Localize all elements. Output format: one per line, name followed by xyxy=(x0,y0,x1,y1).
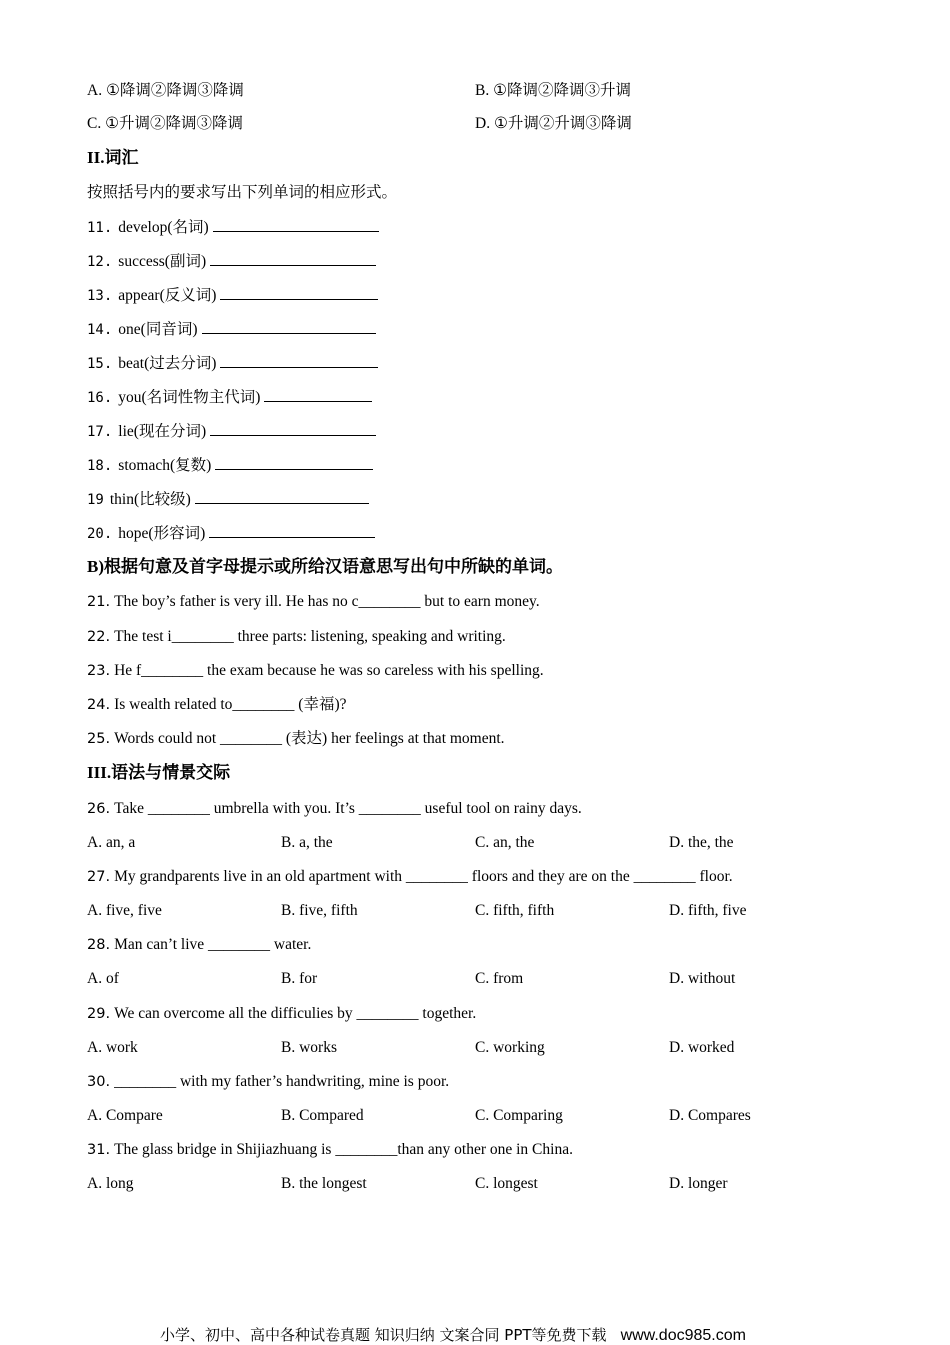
choice-b[interactable]: B. the longest xyxy=(281,1175,367,1192)
choice-b[interactable]: B. a, the xyxy=(281,834,333,851)
fill-item xyxy=(87,729,505,749)
answer-blank[interactable] xyxy=(210,420,376,436)
section-heading-grammar: III.语法与情景交际 xyxy=(87,763,231,782)
section-instruction: 按照括号内的要求写出下列单词的相应形式。 xyxy=(87,184,398,201)
vocab-item xyxy=(87,318,376,340)
question-text: ________ with my father’s handwriting, mine is poor. xyxy=(114,1073,450,1090)
item-number: 21. xyxy=(87,594,111,610)
answer-blank[interactable] xyxy=(202,318,376,334)
item-number: 18. xyxy=(87,458,113,474)
choice-a[interactable]: A. an, a xyxy=(87,834,136,851)
item-number: 11. xyxy=(87,220,113,236)
question-number: 27. xyxy=(87,869,111,885)
option-d: D. ①升调②升调③降调 xyxy=(475,115,632,132)
vocab-item xyxy=(87,420,376,442)
answer-blank[interactable] xyxy=(209,522,375,538)
item-text: develop(名词) xyxy=(118,219,209,236)
item-number: 24. xyxy=(87,697,111,713)
item-number: 23. xyxy=(87,663,111,679)
choice-b[interactable]: B. Compared xyxy=(281,1107,364,1124)
option-a: A. ①降调②降调③降调 xyxy=(87,82,244,99)
choice-c[interactable]: C. from xyxy=(475,970,524,987)
item-text: Words could not ________ (表达) her feelings at that moment. xyxy=(114,730,505,747)
choice-c[interactable]: C. longest xyxy=(475,1175,538,1192)
vocab-item xyxy=(87,454,373,476)
question-text: Man can’t live ________ water. xyxy=(114,936,312,953)
answer-blank[interactable] xyxy=(215,454,373,470)
vocab-item xyxy=(87,284,378,306)
item-number: 13. xyxy=(87,288,113,304)
question-number: 29. xyxy=(87,1006,111,1022)
question-text: Take ________ umbrella with you. It’s ________ useful tool on rainy days. xyxy=(114,800,582,817)
choice-a[interactable]: A. work xyxy=(87,1039,138,1056)
page-footer xyxy=(160,1324,746,1345)
item-number: 12. xyxy=(87,254,113,270)
question-number: 26. xyxy=(87,801,111,817)
item-number: 20. xyxy=(87,526,113,542)
choice-b[interactable]: B. five, fifth xyxy=(281,902,358,919)
answer-blank[interactable] xyxy=(213,216,379,232)
answer-blank[interactable] xyxy=(220,284,378,300)
footer-text: 小学、初中、高中各种试卷真题 知识归纳 文案合同 PPT等免费下载 xyxy=(160,1326,607,1344)
item-text: He f________ the exam because he was so careless with his spelling. xyxy=(114,662,544,679)
choice-d[interactable]: D. Compares xyxy=(669,1107,751,1124)
item-text: beat(过去分词) xyxy=(118,355,217,372)
choice-c[interactable]: C. fifth, fifth xyxy=(475,902,555,919)
choice-d[interactable]: D. without xyxy=(669,970,736,987)
answer-blank[interactable] xyxy=(210,250,376,266)
vocab-item xyxy=(87,386,372,408)
footer-url[interactable]: www.doc985.com xyxy=(620,1327,746,1344)
question-number: 31. xyxy=(87,1142,111,1158)
choice-c[interactable]: C. Comparing xyxy=(475,1107,563,1124)
item-number: 25. xyxy=(87,731,111,747)
answer-blank[interactable] xyxy=(195,488,369,504)
question xyxy=(87,1072,449,1092)
fill-item xyxy=(87,627,506,647)
item-text: thin(比较级) xyxy=(109,491,191,508)
question xyxy=(87,867,733,887)
item-text: one(同音词) xyxy=(118,321,198,338)
question xyxy=(87,799,582,819)
vocab-item xyxy=(87,522,375,544)
choice-a[interactable]: A. long xyxy=(87,1175,134,1192)
item-text: lie(现在分词) xyxy=(118,423,207,440)
section-heading-vocabulary: II.词汇 xyxy=(87,148,139,167)
fill-item xyxy=(87,661,544,681)
item-number: 19 xyxy=(87,492,104,508)
choice-a[interactable]: A. Compare xyxy=(87,1107,163,1124)
question-number: 30. xyxy=(87,1074,111,1090)
fill-item xyxy=(87,695,347,715)
vocab-item xyxy=(87,250,376,272)
item-text: success(副词) xyxy=(118,253,207,270)
vocab-item xyxy=(87,216,379,238)
section-heading-fill-in: B)根据句意及首字母提示或所给汉语意思写出句中所缺的单词。 xyxy=(87,557,563,576)
item-text: you(名词性物主代词) xyxy=(118,389,261,406)
question-text: We can overcome all the difficulies by ________ together. xyxy=(114,1005,477,1022)
item-number: 22. xyxy=(87,629,111,645)
choice-d[interactable]: D. longer xyxy=(669,1175,728,1192)
item-number: 15. xyxy=(87,356,113,372)
question xyxy=(87,1140,573,1160)
choice-b[interactable]: B. for xyxy=(281,970,318,987)
option-b: B. ①降调②降调③升调 xyxy=(475,82,631,99)
answer-blank[interactable] xyxy=(264,386,372,402)
choice-c[interactable]: C. an, the xyxy=(475,834,535,851)
question-text: The glass bridge in Shijiazhuang is ________than any other one in China. xyxy=(114,1141,573,1158)
item-text: hope(形容词) xyxy=(118,525,206,542)
choice-d[interactable]: D. the, the xyxy=(669,834,734,851)
choice-d[interactable]: D. worked xyxy=(669,1039,735,1056)
answer-blank[interactable] xyxy=(220,352,378,368)
choice-a[interactable]: A. of xyxy=(87,970,119,987)
question-text: My grandparents live in an old apartment with ________ floors and they are on the ________ floor. xyxy=(114,868,733,885)
question xyxy=(87,1004,476,1024)
vocab-item xyxy=(87,352,378,374)
vocab-item xyxy=(87,488,369,510)
question-number: 28. xyxy=(87,937,111,953)
item-number: 16. xyxy=(87,390,113,406)
choice-a[interactable]: A. five, five xyxy=(87,902,162,919)
choice-b[interactable]: B. works xyxy=(281,1039,337,1056)
item-text: The test i________ three parts: listening, speaking and writing. xyxy=(114,628,506,645)
fill-item xyxy=(87,592,540,612)
option-c: C. ①升调②降调③降调 xyxy=(87,115,243,132)
choice-d[interactable]: D. fifth, five xyxy=(669,902,747,919)
item-text: Is wealth related to________ (幸福)? xyxy=(114,696,347,713)
item-text: The boy’s father is very ill. He has no c________ but to earn money. xyxy=(114,593,540,610)
item-text: appear(反义词) xyxy=(118,287,217,304)
choice-c[interactable]: C. working xyxy=(475,1039,545,1056)
item-text: stomach(复数) xyxy=(118,457,212,474)
item-number: 17. xyxy=(87,424,113,440)
item-number: 14. xyxy=(87,322,113,338)
question xyxy=(87,935,311,955)
